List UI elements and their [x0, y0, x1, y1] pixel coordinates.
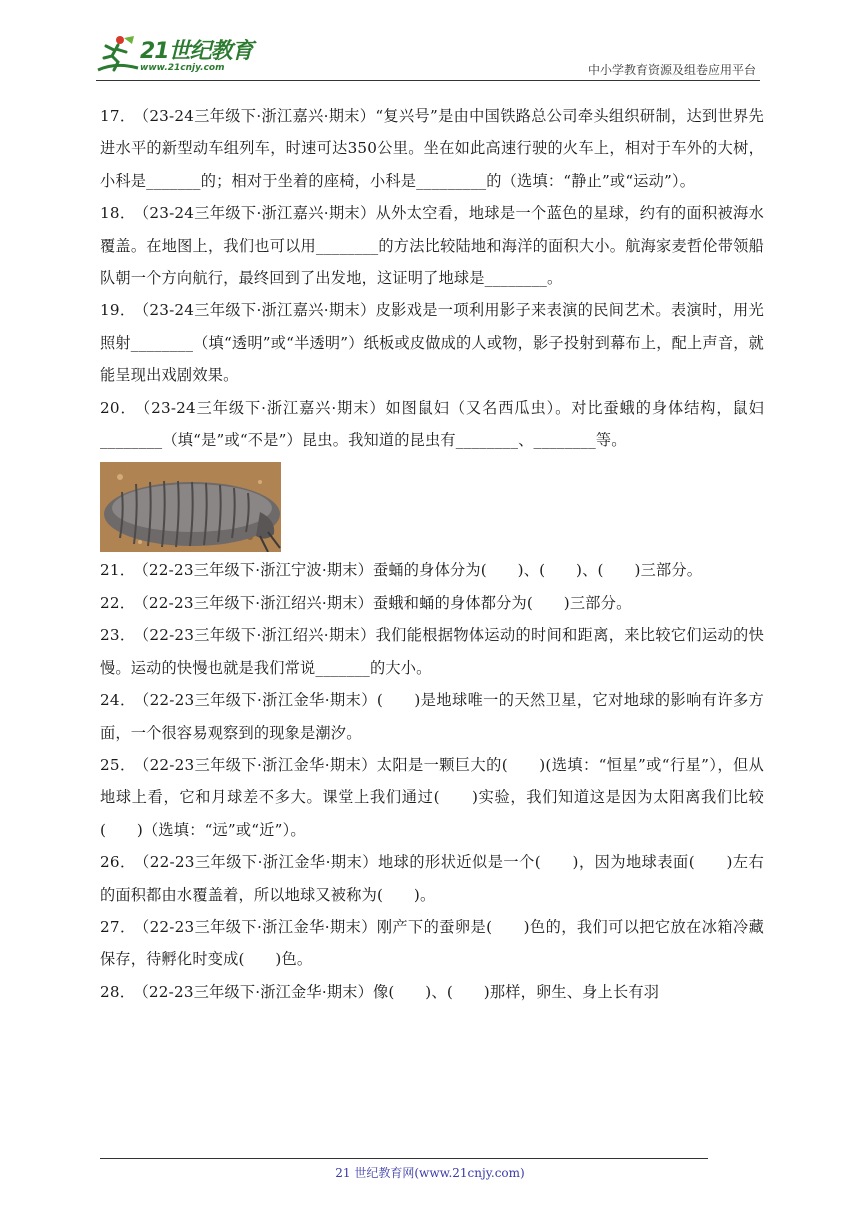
- question-18: [100, 197, 764, 294]
- question-text: [100, 846, 764, 911]
- question-body: （23-24三年级下·浙江嘉兴·期末）从外太空看，地球是一个蓝色的星球，约有的面积被海水覆盖。在地图上，我们也可以用________的方法比较陆地和海洋的面积大小。航海家麦哲伦带领船队朝一个方向航行，最终回到了出发地，这证明了地球是________。: [100, 204, 764, 288]
- question-body: （22-23三年级下·浙江金华·期末）地球的形状近似是一个( )，因为地球表面( )左右的面积都由水覆盖着，所以地球又被称为( )。: [100, 853, 764, 904]
- question-text: [100, 197, 764, 294]
- question-body: （22-23三年级下·浙江金华·期末）像( )、( )那样，卵生、身上长有羽: [141, 982, 660, 1001]
- question-17: [100, 100, 764, 197]
- question-20: [100, 392, 764, 553]
- question-body: （23-24三年级下·浙江嘉兴·期末）“复兴号”是由中国铁路总公司牵头组织研制，达到世界先进水平的新型动车组列车，时速可达350公里。坐在如此高速行驶的火车上，相对于车外的大树，小科是_______的；相对于坐着的座椅，小科是_________的（选填：“静止”或“运动”）。: [100, 107, 764, 190]
- question-body: （23-24三年级下·浙江嘉兴·期末）皮影戏是一项利用影子来表演的民间艺术。表演时，用光照射________（填“透明”或“半透明”）纸板或皮做成的人或物，影子投射到幕布上，配上声音，就能呈现出戏剧效果。: [100, 301, 764, 385]
- question-25: [100, 749, 764, 846]
- question-text: [100, 587, 764, 619]
- question-21: [100, 554, 764, 586]
- question-number: 27．: [100, 917, 136, 936]
- logo-url: www.21cnjy.com: [140, 63, 225, 73]
- question-body: （22-23三年级下·浙江金华·期末）刚产下的蚕卵是( )色的，我们可以把它放在冰箱冷藏保存，待孵化时变成( )色。: [100, 917, 764, 969]
- question-body: （23-24三年级下·浙江嘉兴·期末）如图鼠妇（又名西瓜虫）。对比蚕蛾的身体结构，鼠妇________（填“是”或“不是”）昆虫。我知道的昆虫有________、________等。: [100, 398, 764, 450]
- platform-name: 中小学教育资源及组卷应用平台: [587, 63, 756, 77]
- question-number: 20．: [100, 398, 137, 417]
- question-text: [100, 294, 764, 391]
- question-text: [100, 619, 764, 684]
- question-body: （22-23三年级下·浙江宁波·期末）蚕蛹的身体分为( )、( )、( )三部分。: [141, 561, 703, 580]
- question-body: （22-23三年级下·浙江金华·期末）( )是地球唯一的天然卫星，它对地球的影响有许多方面，一个很容易观察到的现象是潮汐。: [100, 691, 764, 742]
- woodlouse-image-icon: [100, 462, 281, 552]
- question-24: [100, 684, 764, 749]
- question-number: 26．: [100, 853, 136, 872]
- question-22: [100, 587, 764, 619]
- question-body: （22-23三年级下·浙江绍兴·期末）蚕蛾和蛹的身体都分为( )三部分。: [141, 593, 632, 612]
- question-text: [100, 976, 764, 1008]
- runner-logo-icon: [96, 32, 140, 78]
- question-text: [100, 100, 764, 197]
- question-text: [100, 554, 764, 586]
- question-text: [100, 749, 764, 846]
- question-number: 22．: [100, 593, 136, 612]
- page-footer[interactable]: 21 世纪教育网(www.21cnjy.com): [335, 1166, 525, 1180]
- question-number: 21．: [100, 561, 136, 580]
- question-number: 23．: [100, 626, 136, 645]
- question-number: 28．: [100, 982, 136, 1001]
- site-logo[interactable]: [96, 32, 266, 78]
- question-28: [100, 976, 764, 1008]
- question-list: [100, 100, 764, 1008]
- woodlouse-photo: [100, 462, 281, 552]
- question-body: （22-23三年级下·浙江金华·期末）太阳是一颗巨大的( )(选填：“恒星”或“行星”），但从地球上看，它和月球差不多大。课堂上我们通过( )实验，我们知道这是因为太阳离我们比较( )（选填：“远”或“近”）。: [100, 755, 764, 839]
- question-number: 17．: [100, 107, 136, 125]
- question-19: [100, 294, 764, 391]
- question-26: [100, 846, 764, 911]
- page-header: [96, 30, 760, 81]
- question-27: [100, 911, 764, 976]
- question-number: 24．: [100, 691, 136, 710]
- footer-divider: [100, 1158, 708, 1159]
- logo-text: 21世纪教育: [140, 39, 253, 64]
- question-text: [100, 911, 764, 976]
- question-text: [100, 392, 764, 457]
- question-body: （22-23三年级下·浙江绍兴·期末）我们能根据物体运动的时间和距离，来比较它们运动的快慢。运动的快慢也就是我们常说_______的大小。: [100, 626, 764, 677]
- question-number: 25．: [100, 755, 136, 774]
- question-text: [100, 684, 764, 749]
- question-number: 19．: [100, 301, 136, 320]
- question-23: [100, 619, 764, 684]
- question-number: 18．: [100, 204, 136, 223]
